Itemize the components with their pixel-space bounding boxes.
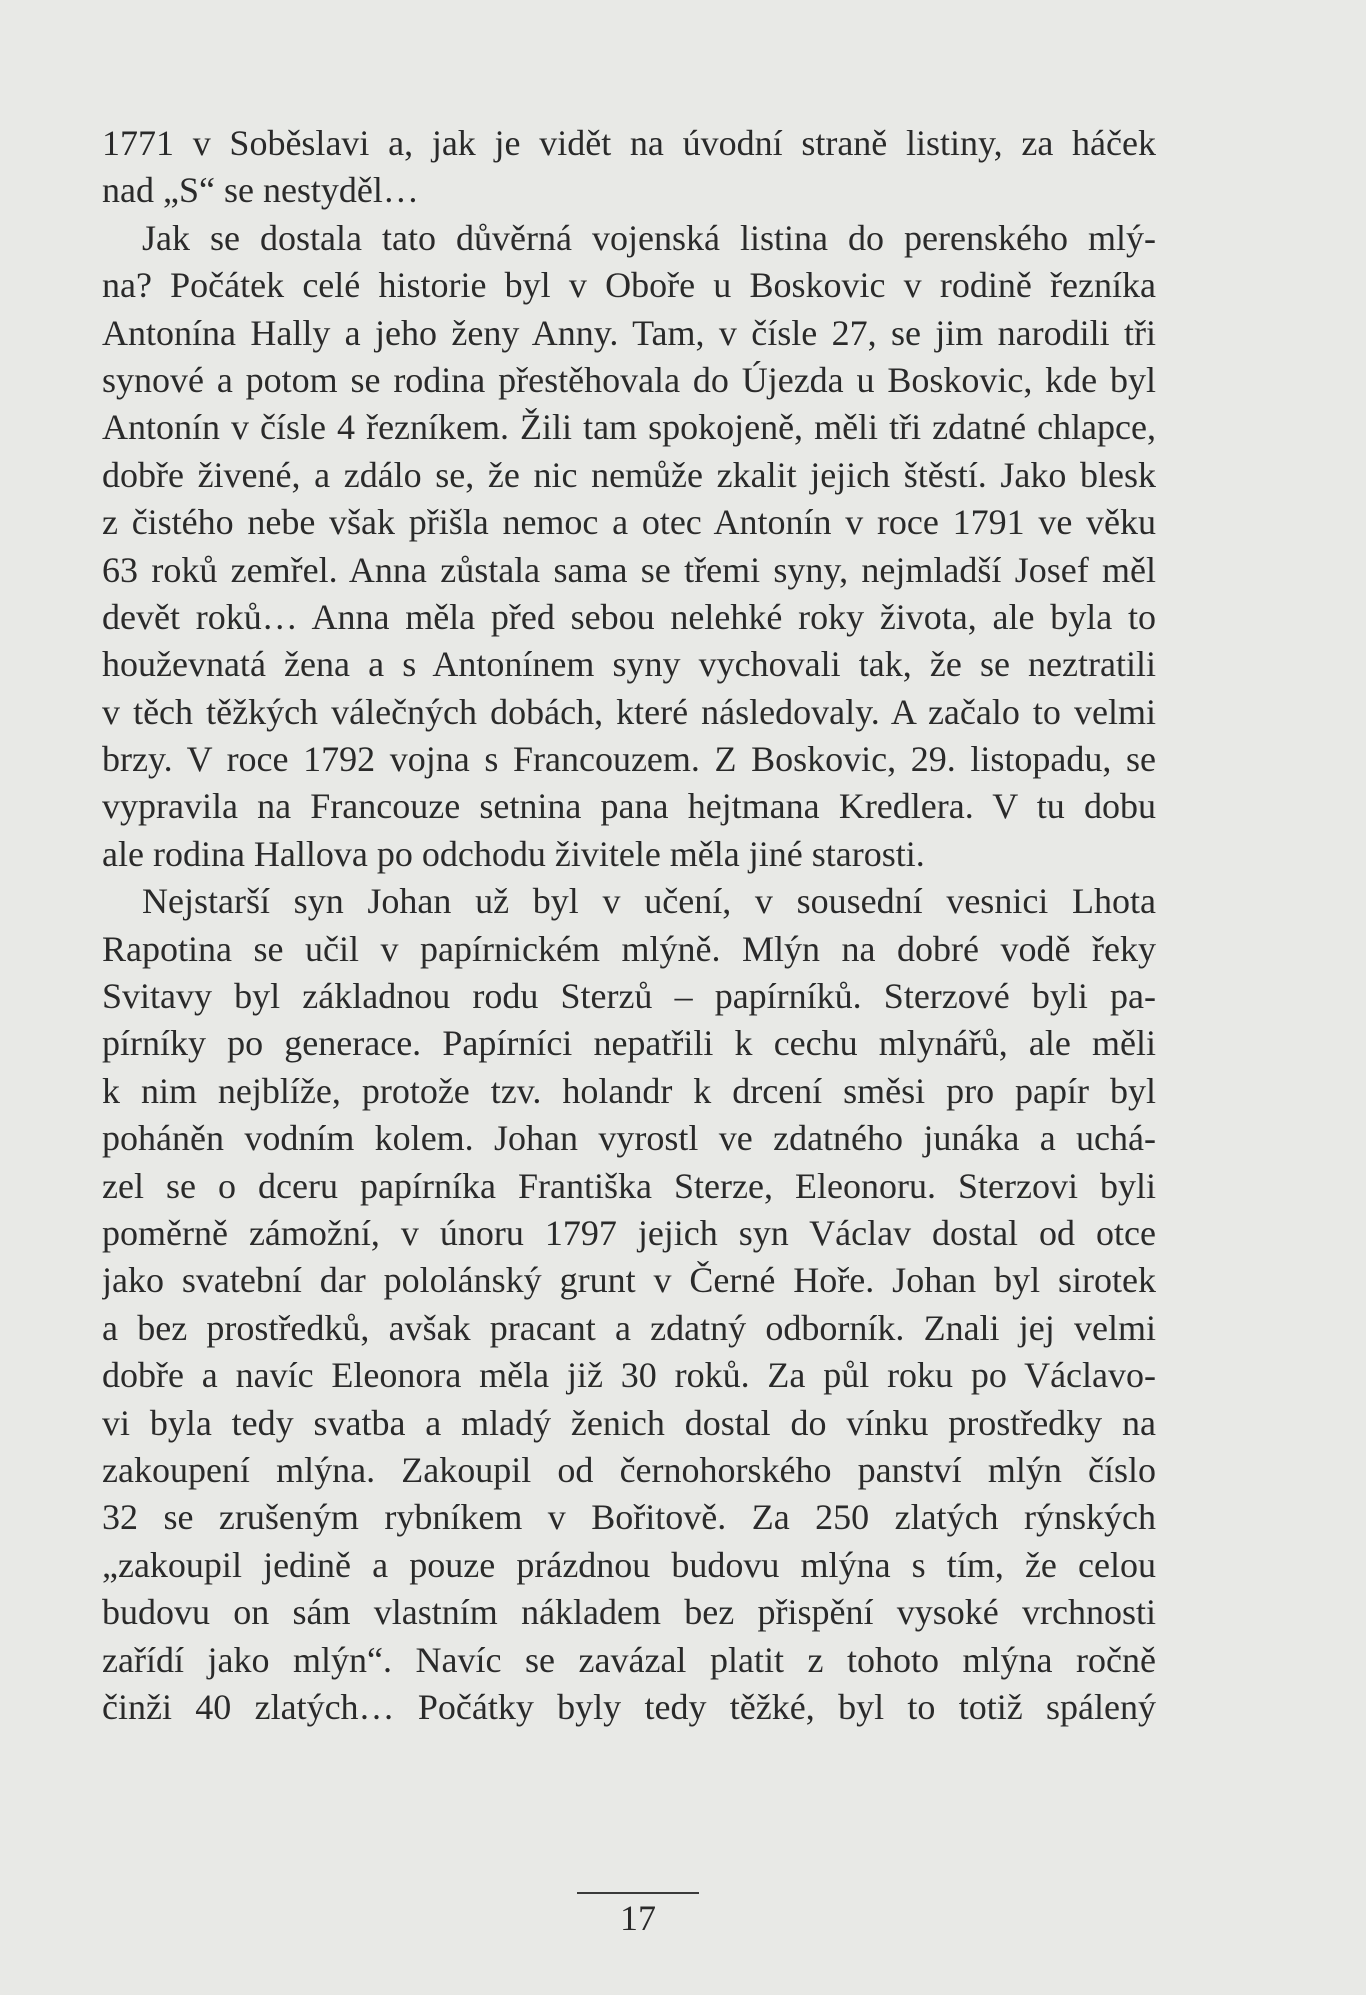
text-line: brzy. V roce 1792 vojna s Francouzem. Z Boskovic, 29. listopadu, se	[102, 739, 1156, 780]
text-line: 1771 v Soběslavi a, jak je vidět na úvodní straně listiny, za háček	[102, 123, 1156, 163]
footer-rule	[577, 1892, 699, 1894]
text-line: Svitavy byl základnou rodu Sterzů – papírníků. Sterzové byli pa-	[102, 976, 1156, 1017]
text-line: budovu on sám vlastním nákladem bez přispění vysoké vrchnosti	[102, 1592, 1156, 1633]
text-line: činži 40 zlatých… Počátky byly tedy těžké, byl to totiž spálený	[102, 1686, 1156, 1727]
text-line: k nim nejblíže, protože tzv. holandr k drcení směsi pro papír byl	[102, 1070, 1156, 1111]
text-line: z čistého nebe však přišla nemoc a otec Antonín v roce 1791 ve věku	[102, 502, 1156, 543]
text-line: a bez prostředků, avšak pracant a zdatný odborník. Znali jej velmi	[102, 1307, 1156, 1348]
text-line: v těch těžkých válečných dobách, které následovaly. A začalo to velmi	[102, 691, 1156, 732]
page-footer	[577, 1892, 699, 1938]
text-line: dobře a navíc Eleonora měla již 30 roků. Za půl roku po Václavo-	[102, 1355, 1156, 1396]
text-line: na? Počátek celé historie byl v Oboře u Boskovic v rodině řezníka	[102, 265, 1156, 306]
text-line: ale rodina Hallova po odchodu živitele měla jiné starosti.	[102, 833, 925, 874]
text-line: Rapotina se učil v papírnickém mlýně. Mlýn na dobré vodě řeky	[102, 928, 1156, 969]
text-line: synové a potom se rodina přestěhovala do Újezda u Boskovic, kde byl	[102, 359, 1156, 400]
text-line: Nejstarší syn Johan už byl v učení, v sousední vesnici Lhota	[142, 881, 1156, 922]
text-line: Antonína Hally a jeho ženy Anny. Tam, v čísle 27, se jim narodili tři	[102, 312, 1156, 353]
text-line: jako svatební dar pololánský grunt v Černé Hoře. Johan byl sirotek	[102, 1260, 1156, 1301]
text-line: Jak se dostala tato důvěrná vojenská listina do perenského mlý-	[142, 217, 1156, 258]
text-line: dobře živené, a zdálo se, že nic nemůže zkalit jejich štěstí. Jako blesk	[102, 454, 1156, 495]
text-line: vi byla tedy svatba a mladý ženich dostal do vínku prostředky na	[102, 1402, 1156, 1443]
text-line: zakoupení mlýna. Zakoupil od černohorského panství mlýn číslo	[102, 1449, 1156, 1490]
text-line: Antonín v čísle 4 řezníkem. Žili tam spokojeně, měli tři zdatné chlapce,	[102, 407, 1156, 448]
text-line: poměrně zámožní, v únoru 1797 jejich syn Václav dostal od otce	[102, 1212, 1156, 1253]
text-line: vypravila na Francouze setnina pana hejtmana Kredlera. V tu dobu	[102, 786, 1156, 827]
page-number: 17	[620, 1898, 656, 1938]
text-line: zařídí jako mlýn“. Navíc se zavázal platit z tohoto mlýna ročně	[102, 1639, 1156, 1680]
text-line: nad „S“ se nestyděl…	[102, 170, 419, 211]
text-line: 32 se zrušeným rybníkem v Bořitově. Za 250 zlatých rýnských	[102, 1497, 1156, 1538]
text-line: pírníky po generace. Papírníci nepatřili k cechu mlynářů, ale měli	[102, 1023, 1156, 1064]
text-line: devět roků… Anna měla před sebou nelehké roky života, ale byla to	[102, 596, 1156, 637]
text-line: poháněn vodním kolem. Johan vyrostl ve zdatného junáka a uchá-	[102, 1118, 1156, 1159]
text-line: houževnatá žena a s Antonínem syny vychovali tak, že se neztratili	[102, 644, 1156, 685]
text-line: „zakoupil jedině a pouze prázdnou budovu mlýna s tím, že celou	[102, 1544, 1156, 1585]
text-line: 63 roků zemřel. Anna zůstala sama se třemi syny, nejmladší Josef měl	[102, 549, 1156, 590]
text-line: zel se o dceru papírníka Františka Sterze, Eleonoru. Sterzovi byli	[102, 1165, 1156, 1206]
body-text	[102, 120, 1156, 1731]
